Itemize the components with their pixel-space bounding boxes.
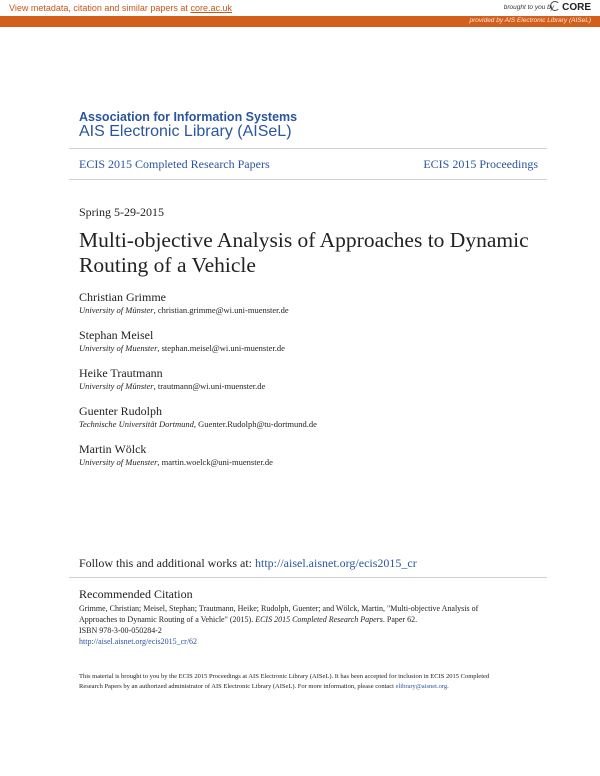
author-affiliation: University of Muenster, martin.woelck@uni-muenster.de [79,457,273,467]
author-entry [79,442,549,468]
author-affiliation: University of Münster, trautmann@wi.uni-muenster.de [79,381,266,391]
citation-series: ECIS 2015 Completed Research Papers [255,615,383,624]
core-logo[interactable] [550,1,591,13]
footer-notice [79,672,509,692]
publication-date: Spring 5-29-2015 [79,205,164,219]
author-entry [79,366,549,392]
provided-by-text: provided by AIS Electronic Library (AISeL) [469,17,591,24]
author-email: Guenter.Rudolph@tu-dortmund.de [198,419,317,429]
author-list [79,290,549,480]
affiliation-name: University of Muenster [79,457,158,467]
library-name[interactable]: AIS Electronic Library (AISeL) [79,123,292,140]
author-entry [79,328,549,354]
citation-block [79,603,509,647]
author-name: Stephan Meisel [79,328,154,342]
author-name: Guenter Rudolph [79,404,162,418]
follow-divider [69,577,547,578]
affiliation-name: University of Muenster [79,343,158,353]
follow-line [79,556,417,571]
author-entry [79,290,549,316]
collection-url-link[interactable]: http://aisel.aisnet.org/ecis2015_cr [255,556,417,570]
affiliation-name: University of Münster [79,381,154,391]
author-name: Christian Grimme [79,290,166,304]
footer-end: . [447,683,449,690]
author-email: stephan.meisel@wi.uni-muenster.de [161,343,285,353]
proceedings-link[interactable]: ECIS 2015 Proceedings [423,157,538,171]
provided-by-bar [0,16,600,27]
affiliation-name: University of Münster [79,305,154,315]
author-name: Martin Wölck [79,442,147,456]
author-affiliation: Technische Universität Dortmund, Guenter.Rudolph@tu-dortmund.de [79,419,317,429]
header-divider-top [69,148,547,149]
core-logo-icon [550,1,560,11]
citation-tail: . Paper 62. [382,615,418,624]
metadata-link-line[interactable] [9,3,232,13]
recommended-citation-heading: Recommended Citation [79,587,193,601]
author-name: Heike Trautmann [79,366,163,380]
metadata-prefix: View metadata, citation and similar papers at [9,3,191,13]
citation-text: Grimme, Christian; Meisel, Stephan; Trautmann, Heike; Rudolph, Guenter; and Wölck, Martin, "Multi-objective Analysis of Approaches to Dynamic Routing of a Vehicle" (2015). [79,604,479,624]
author-email: martin.woelck@uni-muenster.de [161,457,273,467]
core-banner [0,0,600,16]
author-entry [79,404,549,430]
contact-email-link[interactable]: elibrary@aisnet.org [395,683,448,690]
author-affiliation: University of Muenster, stephan.meisel@wi.uni-muenster.de [79,343,285,353]
affiliation-name: Technische Universität Dortmund [79,419,194,429]
collection-link[interactable]: ECIS 2015 Completed Research Papers [79,157,270,171]
isbn: ISBN 978-3-00-050284-2 [79,626,162,635]
brought-to-you-text: brought to you by [503,4,554,11]
core-label: CORE [562,2,591,13]
org-name[interactable]: Association for Information Systems [79,110,298,124]
author-email: trautmann@wi.uni-muenster.de [157,381,266,391]
author-affiliation: University of Münster, christian.grimme@wi.uni-muenster.de [79,305,289,315]
follow-text: Follow this and additional works at: [79,556,255,570]
author-email: christian.grimme@wi.uni-muenster.de [157,305,289,315]
paper-url-link[interactable]: http://aisel.aisnet.org/ecis2015_cr/62 [79,637,198,646]
header-divider-bottom [69,179,547,180]
core-link[interactable]: core.ac.uk [190,3,232,13]
paper-title: Multi-objective Analysis of Approaches to Dynamic Routing of a Vehicle [79,228,529,277]
footer-text: This material is brought to you by the ECIS 2015 Proceedings at AIS Electronic Library (AISeL). It has been accepted for inclusion in ECIS 2015 Completed Research Papers by an authorized administrator of AIS Electronic Library (AISeL). For more information, please contact [79,673,490,690]
